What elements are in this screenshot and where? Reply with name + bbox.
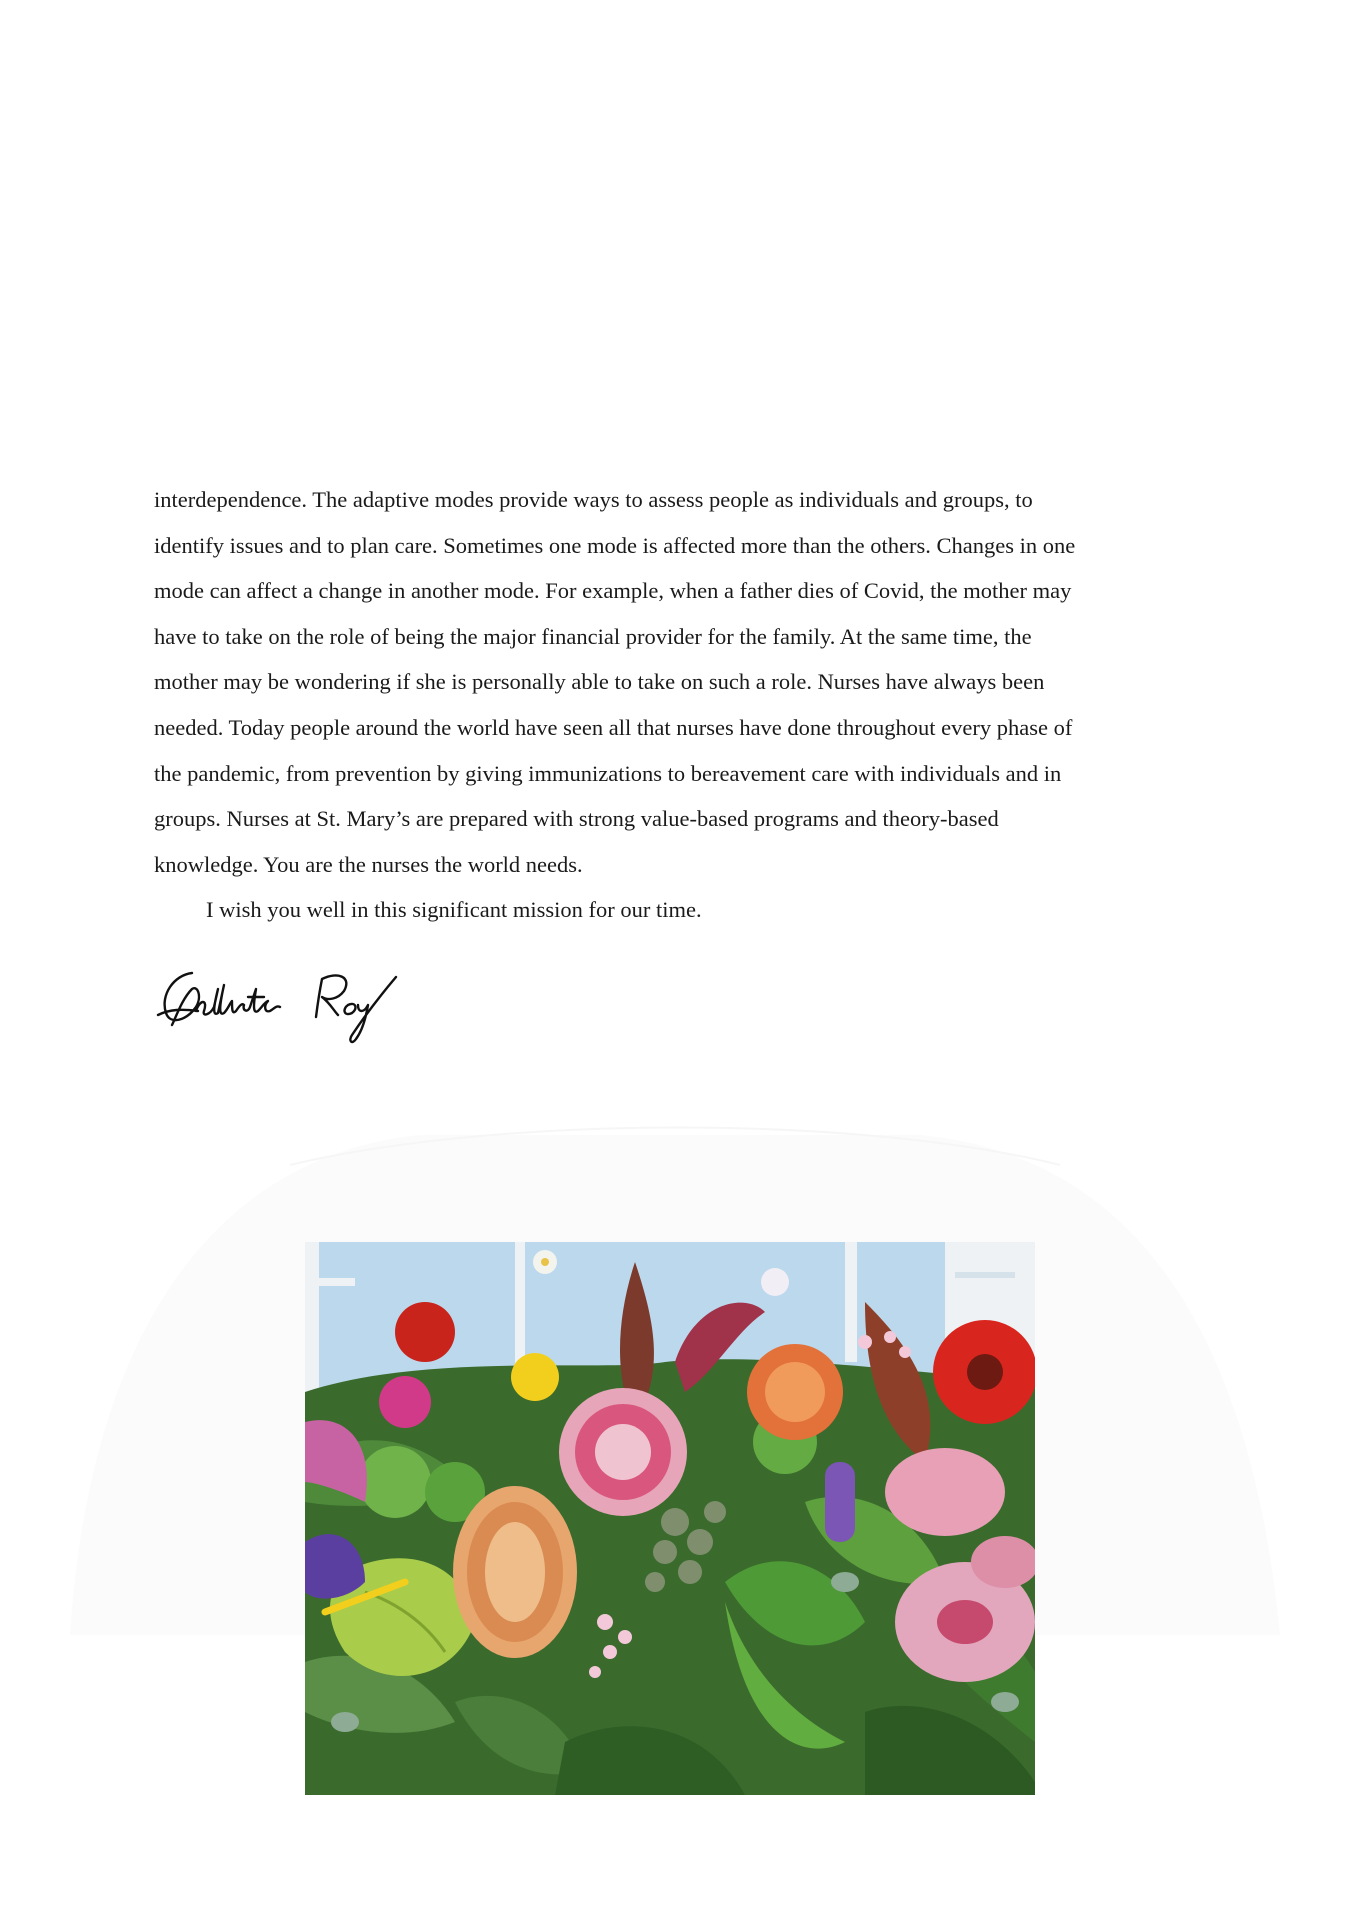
letter-body bbox=[154, 477, 1204, 933]
letter-line-8: groups. Nurses at St. Mary’s are prepared with strong value-based programs and theory-based bbox=[154, 806, 999, 832]
letter-line-3: mode can affect a change in another mode. For example, when a father dies of Covid, the mother may bbox=[154, 578, 1072, 604]
flower-bouquet-photo bbox=[305, 1242, 1035, 1795]
letter-line-4: have to take on the role of being the major financial provider for the family. At the same time, the bbox=[154, 623, 1032, 649]
letter-line-6: needed. Today people around the world have seen all that nurses have done throughout every phase of bbox=[154, 714, 1073, 740]
letter-line-5: mother may be wondering if she is personally able to take on such a role. Nurses have always been bbox=[154, 669, 1045, 695]
letter-line-9: knowledge. You are the nurses the world needs. bbox=[154, 851, 583, 877]
letter-line-7: the pandemic, from prevention by giving immunizations to bereavement care with individuals and in bbox=[154, 760, 1062, 786]
letter-line-2: identify issues and to plan care. Sometimes one mode is affected more than the others. Changes in one bbox=[154, 532, 1076, 558]
signature bbox=[152, 955, 422, 1055]
letter-line-1: interdependence. The adaptive modes provide ways to assess people as individuals and groups, to bbox=[154, 487, 1033, 512]
letter-closing: I wish you well in this significant mission for our time. bbox=[206, 897, 702, 923]
